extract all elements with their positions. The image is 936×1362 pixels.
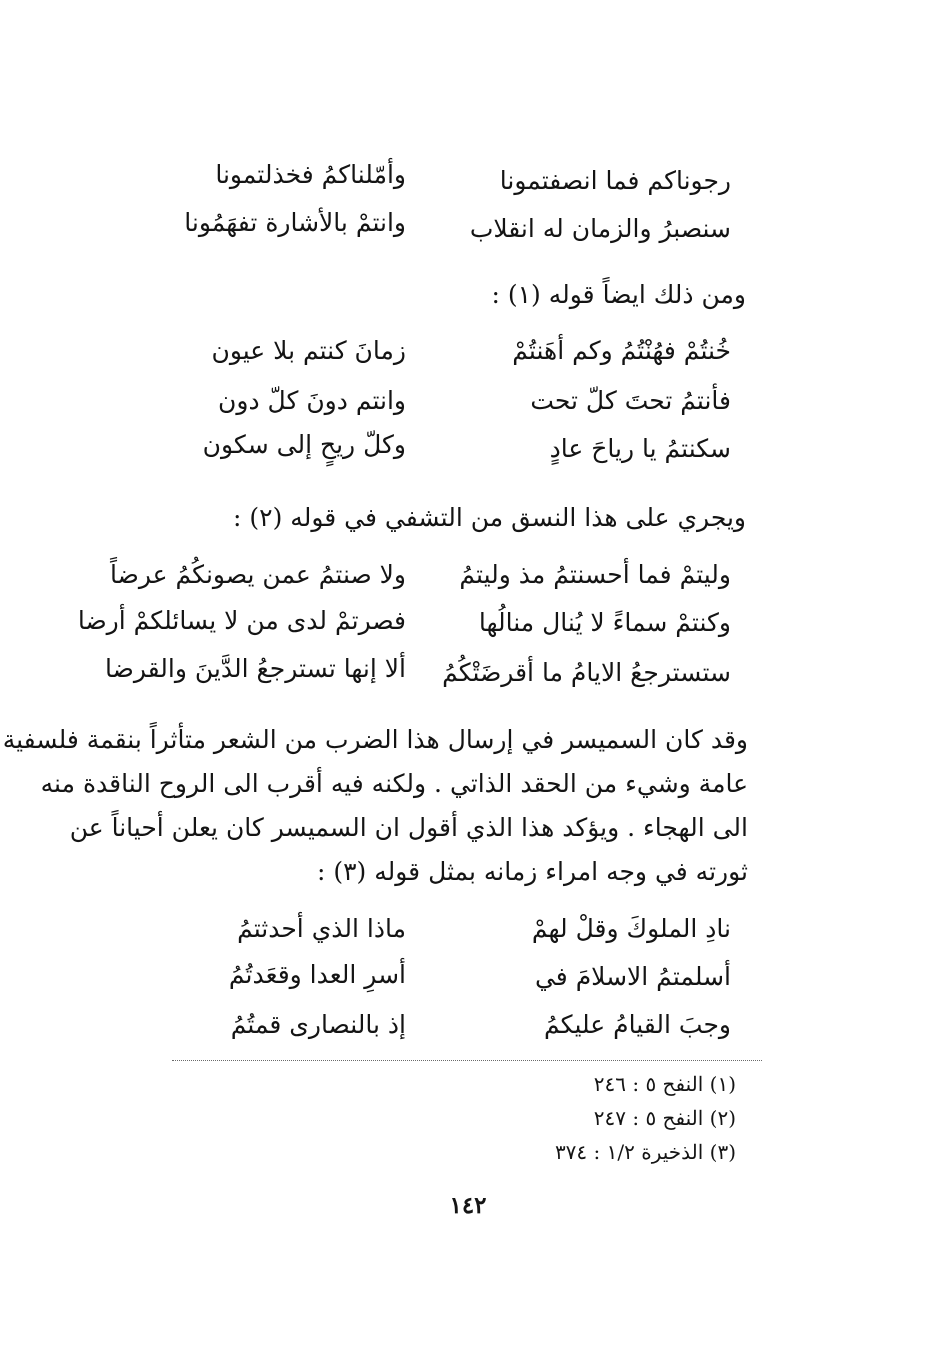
verse-10-left-hemistich: أسرِ العدا وقعَدتُمُ (228, 960, 406, 989)
verse-2-right-hemistich: سنصبرُ والزمان له انقلاب (469, 214, 731, 243)
verse-9-left-hemistich: ماذا الذي أحدثتمُ (237, 914, 406, 943)
verse-7-right-hemistich: وكنتمْ سماءً لا يُنال منالُها (478, 608, 731, 637)
verse-6-left-hemistich: ولا صنتمُ عمن يصونكُمُ عرضاً (110, 560, 406, 589)
verse-1-right-hemistich: رجوناكم فما انصفتمونا (499, 166, 731, 195)
verse-11-right-hemistich: وجبَ القيامُ عليكمُ (544, 1010, 731, 1039)
verse-2-left-hemistich: وانتمْ بالأشارة تفهَمُونا (184, 208, 406, 237)
page-number: ١٤٢ (449, 1192, 487, 1219)
verse-1-left-hemistich: وأمّلناكمُ فخذلتمونا (215, 160, 406, 189)
verse-6-right-hemistich: وليتمْ فما أحسنتمُ مذ وليتمُ (459, 560, 731, 589)
verse-8-right-hemistich: ستسترجعُ الايامُ ما أقرضَتْكُمُ (442, 658, 731, 687)
verse-7-left-hemistich: فصرتمْ لدى من لا يسائلكمْ أرضا (77, 606, 406, 635)
footnote-separator (172, 1060, 762, 1061)
intro-line-3: ويجري على هذا النسق من التشفي في قوله (٢) : (233, 503, 746, 532)
footnote-3: (٣) الذخيرة ١/٢ : ٣٧٤ (554, 1140, 736, 1164)
paragraph-line-2: عامة وشيء من الحقد الذاتي . ولكنه فيه أقرب الى الروح الناقدة منه (40, 769, 748, 798)
footnote-2: (٢) النفح ٥ : ٢٤٧ (593, 1106, 736, 1130)
footnote-1: (١) النفح ٥ : ٢٤٦ (593, 1072, 736, 1096)
verse-4-left-hemistich: وانتم دونَ كلّ دون (218, 386, 406, 415)
verse-8-left-hemistich: ألا إنها تسترجعُ الدَّينَ والقرضا (105, 654, 406, 683)
paragraph-line-3: الى الهجاء . ويؤكد هذا الذي أقول ان السميسر كان يعلن أحياناً عن (69, 813, 748, 842)
verse-10-right-hemistich: أسلمتمُ الاسلامَ في (534, 962, 731, 991)
intro-line-2: ومن ذلك ايضاً قوله (١) : (491, 280, 746, 309)
verse-5-left-hemistich: وكلّ ريحٍ إلى سكون (202, 430, 406, 459)
body-paragraph (2, 718, 748, 894)
verse-11-left-hemistich: إذ بالنصارى قمتُمُ (230, 1010, 406, 1039)
verse-5-right-hemistich: سكنتمُ يا رياحَ عادٍ (549, 434, 731, 463)
verse-4-right-hemistich: فأنتمُ تحتَ كلّ تحت (530, 386, 731, 415)
verse-3-right-hemistich: خُنتُمْ فهُنْتُمُ وكم أهَنتُمْ (512, 336, 731, 365)
verse-9-right-hemistich: نادِ الملوكَ وقلْ لهمْ (531, 914, 731, 943)
paragraph-line-1: وقد كان السميسر في إرسال هذا الضرب من الشعر متأثراً بنقمة فلسفية (2, 725, 748, 754)
verse-3-left-hemistich: زمانَ كنتم بلا عيون (211, 336, 406, 365)
paragraph-line-4: ثورته في وجه امراء زمانه بمثل قوله (٣) : (316, 857, 748, 886)
